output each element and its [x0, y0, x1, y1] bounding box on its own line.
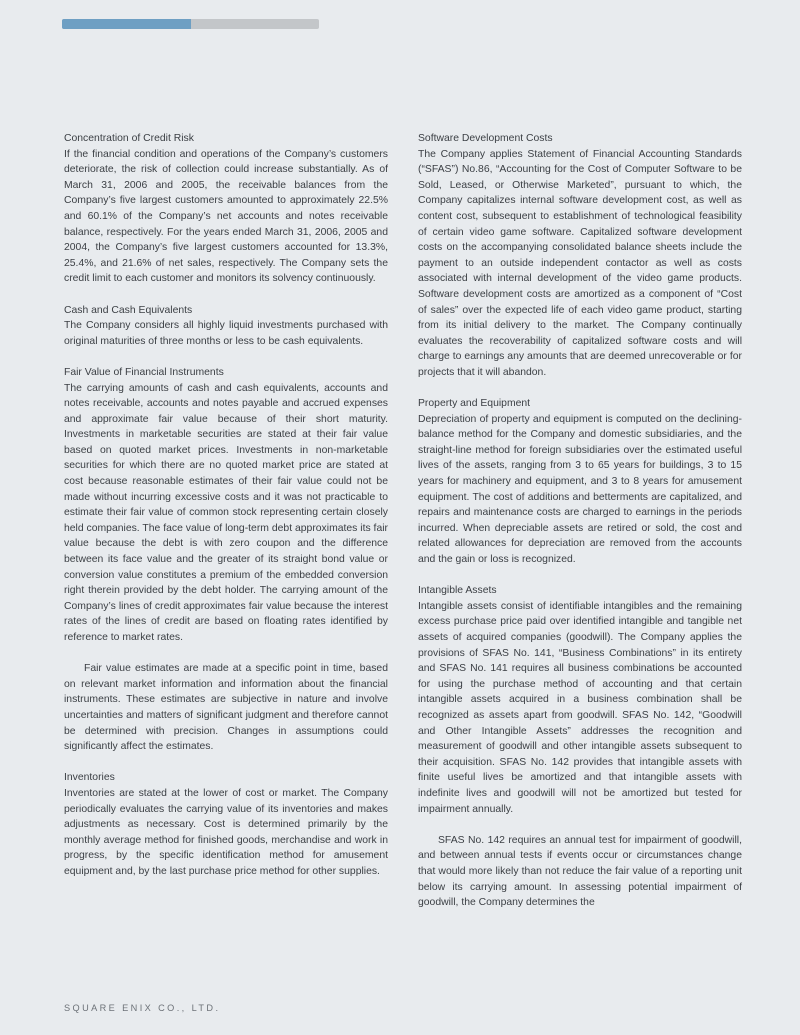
section-paragraph: If the financial condition and operations of the Company’s customers deteriorate, the risk of collection could increase substantially. As of March 31, 2006 and 2005, the receivable balances from the Company’s five largest customers amounted to approximately 22.5% and 60.1% of the Company’s net accounts and notes receivable balance, respectively. For the years ended March 31, 2006, 2005 and 2004, the Company’s five largest customers accounted for 13.3%, 25.4%, and 21.6% of net sales, respectively. The Company sets the credit limit to each customer and monitors its solvency continuously.: [64, 148, 388, 285]
progress-bar-fill: [62, 19, 191, 29]
section-software-development-costs: [418, 131, 742, 381]
section-title: Inventories: [64, 772, 115, 784]
right-column: [418, 131, 742, 926]
section-paragraph: The carrying amounts of cash and cash equivalents, accounts and notes receivable, accounts and notes payable and accrued expenses and approximate fair value because of their short maturity. Investments in marketable securities are stated at their fair value based on quoted market prices. Investments in non-marketable securities for which there are no quoted market price are stated at cost because reasonable estimates of their fair value could not be made without incurring excessive costs and it was not practicable to estimate their fair value of common stock representing certain closely held companies. The face value of long-term debt approximates its fair value because the debt is with zero coupon and the difference between its face value and the greater of its straight bond value or conversion value constitutes a premium of the embedded conversion right therein provided by the debt holder. The carrying amount of the Company’s lines of credit approximates fair value because the interest rates of the lines of credit are based on floating rates identified by reference to market rates.: [64, 382, 388, 643]
progress-bar: [62, 19, 319, 29]
section-cash-and-cash-equivalents: [64, 303, 388, 350]
section-paragraph: The Company considers all highly liquid investments purchased with original maturities of three months or less to be cash equivalents.: [64, 320, 388, 347]
section-title: Intangible Assets: [418, 585, 497, 597]
section-title: Property and Equipment: [418, 398, 531, 410]
section-inventories: [64, 770, 388, 879]
left-column: [64, 131, 388, 895]
section-title: Cash and Cash Equivalents: [64, 304, 193, 316]
section-paragraph: The Company applies Statement of Financial Accounting Standards (“SFAS”) No.86, “Accounting for the Cost of Computer Software to be Sold, Leased, or Otherwise Marketed”, pursuant to which, the Company capitalizes internal software development cost, as well as content cost, subsequent to establishment of technological feasibility of certain video game software. Capitalized software development costs on the accompanying consolidated balance sheets include the payment to an outside independent contactor as well as costs associated with internal development of the video game products. Software development costs are amortized as a component of “Cost of sales” over the expected life of each video game product, starting from its initial delivery to the market. The Company continually evaluates the recoverability of capitalized software costs and will charge to earnings any amounts that are deemed unrecoverable or for projects that it will abandon.: [418, 148, 742, 378]
section-concentration-of-credit-risk: [64, 131, 388, 287]
section-property-and-equipment: [418, 396, 742, 568]
section-paragraph: Inventories are stated at the lower of cost or market. The Company periodically evaluates the carrying value of its inventories and makes adjustments as necessary. Cost is determined primarily by the monthly average method for finished goods, merchandise and work in progress, by the specific identification method for amusement equipment and, by the last purchase price method for other supplies.: [64, 787, 388, 877]
section-title: Fair Value of Financial Instruments: [64, 366, 224, 378]
section-paragraph: Fair value estimates are made at a specific point in time, based on relevant market information and information about the financial instruments. These estimates are subjective in nature and involve uncertainties and matters of significant judgment and therefore cannot be determined with precision. Changes in assumptions could significantly affect the estimates.: [64, 663, 388, 753]
section-paragraph: Intangible assets consist of identifiable intangibles and the remaining excess purchase price paid over identified intangible and tangible net assets of acquired companies (goodwill). The Company applies the provisions of SFAS No. 141, “Business Combinations” in its entirety and SFAS No. 141 requires all business combinations be accounted for using the purchase method of accounting and that certain intangible assets acquired in a business combination shall be recognized as assets apart from goodwill. SFAS No. 142, “Goodwill and Other Intangible Assets” addresses the recognition and measurement of goodwill and other intangible assets subsequent to their acquisition. SFAS No. 142 provides that intangible assets with finite useful lives be amortized and that intangible assets with indefinite lives and goodwill will not be amortized but tested for impairment annually.: [418, 600, 742, 815]
footer-company-name: SQUARE ENIX CO., LTD.: [64, 1003, 221, 1013]
section-title: Software Development Costs: [418, 133, 553, 144]
section-paragraph: Depreciation of property and equipment is computed on the declining-balance method for the Company and domestic subsidiaries, and the straight-line method for foreign subsidiaries over the estimated useful lives of the assets, ranging from 3 to 65 years for buildings, 3 to 15 years for machinery and equipment, and 3 to 8 years for amusement equipment. The cost of additions and betterments are capitalized, and repairs and maintenance costs are charged to earnings in the periods incurred. When depreciable assets are retired or sold, the cost and related allowances for depreciation are removed from the accounts and the gain or loss is recognized.: [418, 413, 742, 566]
section-fair-value-of-financial-instruments: [64, 365, 388, 755]
section-title: Concentration of Credit Risk: [64, 133, 194, 144]
section-paragraph: SFAS No. 142 requires an annual test for impairment of goodwill, and between annual tests if events occur or circumstances change that would more likely than not reduce the fair value of a reporting unit below its carrying amount. In assessing potential impairment of goodwill, the Company determines the: [418, 834, 742, 909]
section-intangible-assets: [418, 583, 742, 910]
